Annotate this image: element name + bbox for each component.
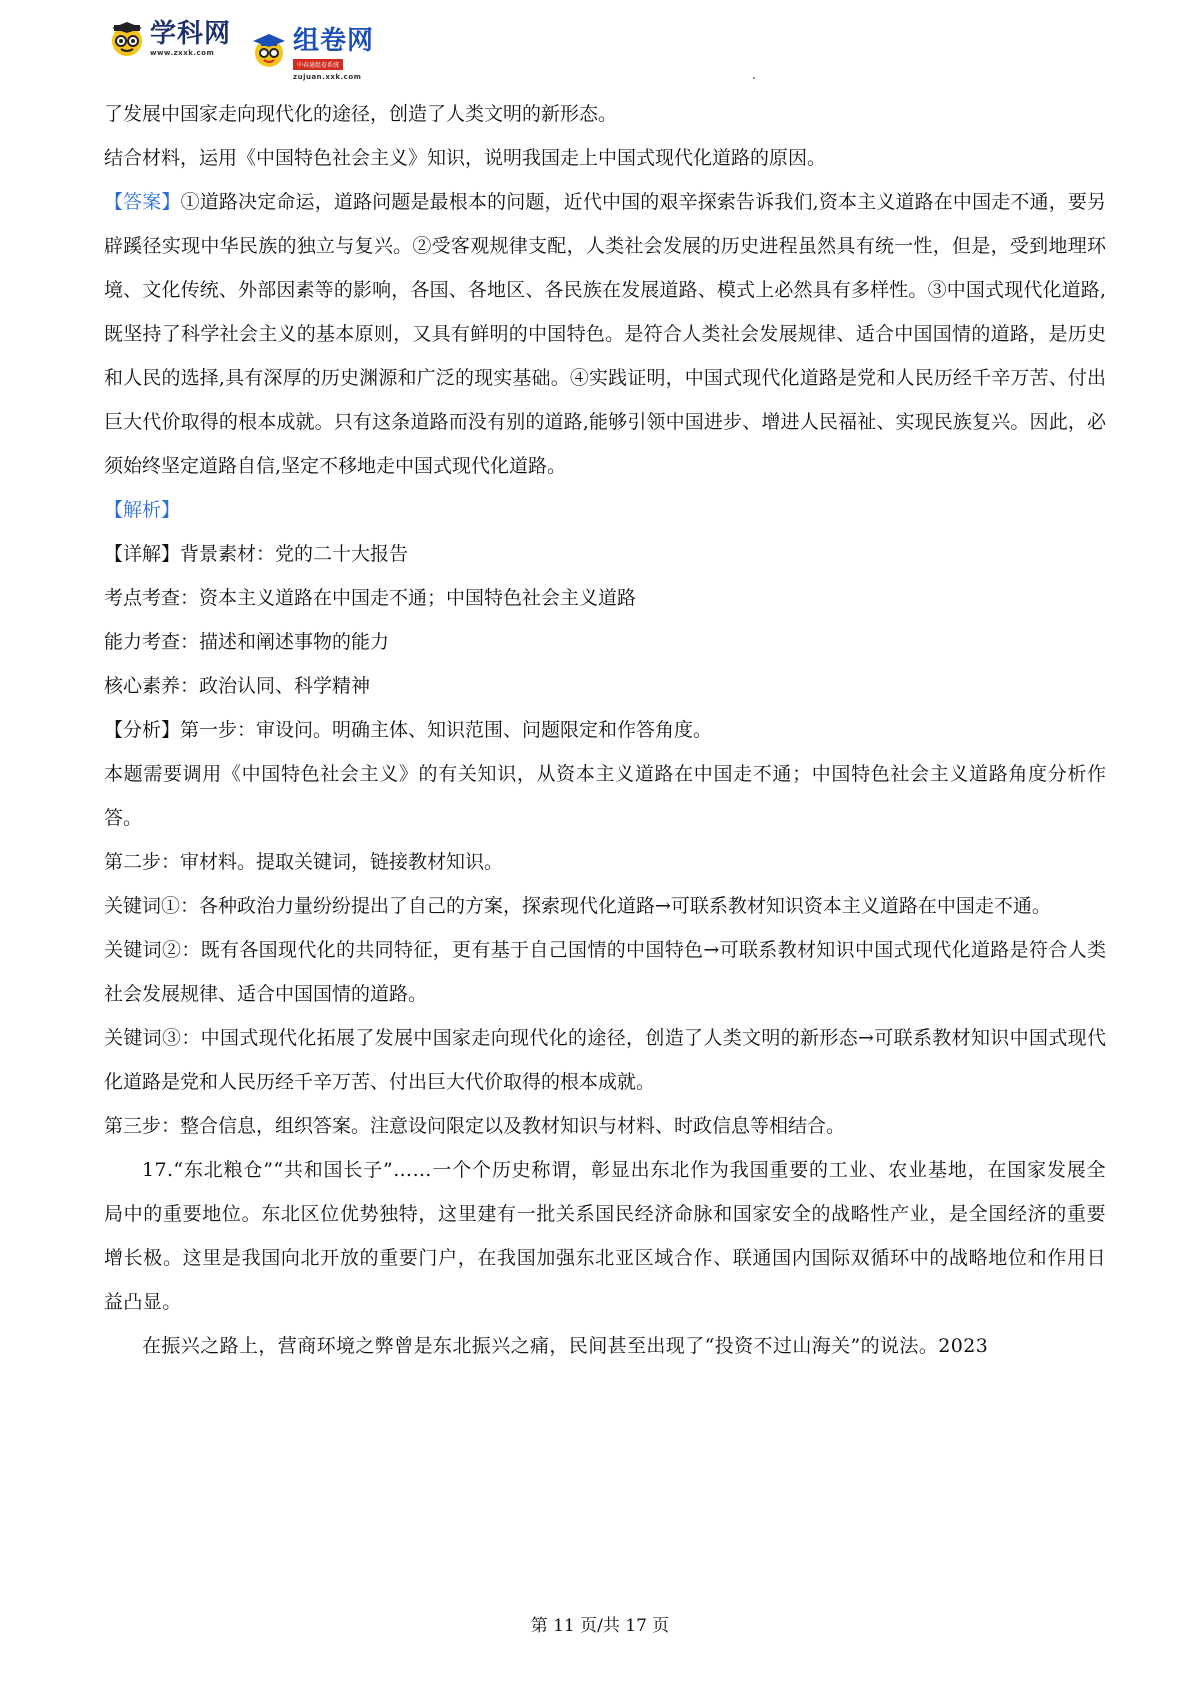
zujuanwang-logo-badge: 中春通组卷系统 xyxy=(293,59,343,70)
analysis-label: 【解析】 xyxy=(104,499,181,521)
xuekewang-logo-title: 学科网 xyxy=(150,19,232,49)
zujuanwang-logo-url: zujuan.xxk.com xyxy=(293,73,362,81)
keyword-3: 关键词③：中国式现代化拓展了发展中国家走向现代化的途径，创造了人类文明的新形态→可联系教材知识中国式现代化道路是党和人民历经千辛万苦、付出巨大代价取得的根本成就。 xyxy=(104,1027,1106,1093)
nengli-line: 能力考查：描述和阐述事物的能力 xyxy=(104,631,390,653)
zujuanwang-mascot-icon xyxy=(249,31,289,71)
page-header xyxy=(108,19,375,81)
question-17: 17.“东北粮仓”“共和国长子”……一个个历史称谓，彰显出东北作为我国重要的工业、农业基地，在国家发展全局中的重要地位。东北区位优势独特，这里建有一批关系国民经济命脉和国家安全的战略性产业，是全国经济的重要增长极。这里是我国向北开放的重要门户，在我国加强东北亚区域合作、联通国内国际双循环中的战略地位和作用日益凸显。 xyxy=(104,1159,1106,1313)
step2-line: 第二步：审材料。提取关键词，链接教材知识。 xyxy=(104,851,504,873)
xuekewang-mascot-icon xyxy=(108,20,146,58)
question-17-continued: 在振兴之路上，营商环境之弊曾是东北振兴之痛，民间甚至出现了“投资不过山海关”的说法。2023 xyxy=(142,1335,989,1357)
detail-line: 【详解】背景素材：党的二十大报告 xyxy=(104,543,409,565)
answer-block xyxy=(104,180,1106,488)
page-content xyxy=(104,92,1106,1368)
benti-line: 本题需要调用《中国特色社会主义》的有关知识，从资本主义道路在中国走不通；中国特色社会主义道路角度分析作答。 xyxy=(104,763,1106,829)
answer-label: 【答案】 xyxy=(104,191,181,213)
kaodian-line: 考点考查：资本主义道路在中国走不通；中国特色社会主义道路 xyxy=(104,587,637,609)
scan-speck xyxy=(753,77,755,79)
fenxi-line: 【分析】第一步：审设问。明确主体、知识范围、问题限定和作答角度。 xyxy=(104,719,713,741)
question-prompt: 结合材料，运用《中国特色社会主义》知识，说明我国走上中国式现代化道路的原因。 xyxy=(104,147,827,169)
page-footer: 第 11 页/共 17 页 xyxy=(530,1616,670,1636)
material-line-end: 了发展中国家走向现代化的途径，创造了人类文明的新形态。 xyxy=(104,103,618,125)
step3-line: 第三步：整合信息，组织答案。注意设问限定以及教材知识与材料、时政信息等相结合。 xyxy=(104,1115,846,1137)
zujuanwang-logo xyxy=(249,20,374,81)
keyword-1: 关键词①：各种政治力量纷纷提出了自己的方案，探索现代化道路→可联系教材知识资本主义道路在中国走不通。 xyxy=(104,895,1051,917)
answer-text: ①道路决定命运，道路问题是最根本的问题，近代中国的艰辛探索告诉我们,资本主义道路在中国走不通，要另辟蹊径实现中华民族的独立与复兴。②受客观规律支配，人类社会发展的历史进程虽然具有统一性，但是，受到地理环境、文化传统、外部因素等的影响，各国、各地区、各民族在发展道路、模式上必然具有多样性。③中国式现代化道路,既坚持了科学社会主义的基本原则，又具有鲜明的中国特色。是符合人类社会发展规律、适合中国国情的道路，是历史和人民的选择,具有深厚的历史渊源和广泛的现实基础。④实践证明，中国式现代化道路是党和人民历经千辛万苦、付出巨大代价取得的根本成就。只有这条道路而没有别的道路,能够引领中国进步、增进人民福祉、实现民族复兴。因此，必须始终坚定道路自信,坚定不移地走中国式现代化道路。 xyxy=(104,191,1106,477)
xuekewang-logo-url: www.zxxk.com xyxy=(150,49,215,57)
zujuanwang-logo-title: 组卷网 xyxy=(293,26,375,56)
keyword-2: 关键词②：既有各国现代化的共同特征，更有基于自己国情的中国特色→可联系教材知识中国式现代化道路是符合人类社会发展规律、适合中国国情的道路。 xyxy=(104,939,1106,1005)
xuekewang-logo xyxy=(108,20,231,58)
suyang-line: 核心素养：政治认同、科学精神 xyxy=(104,675,371,697)
